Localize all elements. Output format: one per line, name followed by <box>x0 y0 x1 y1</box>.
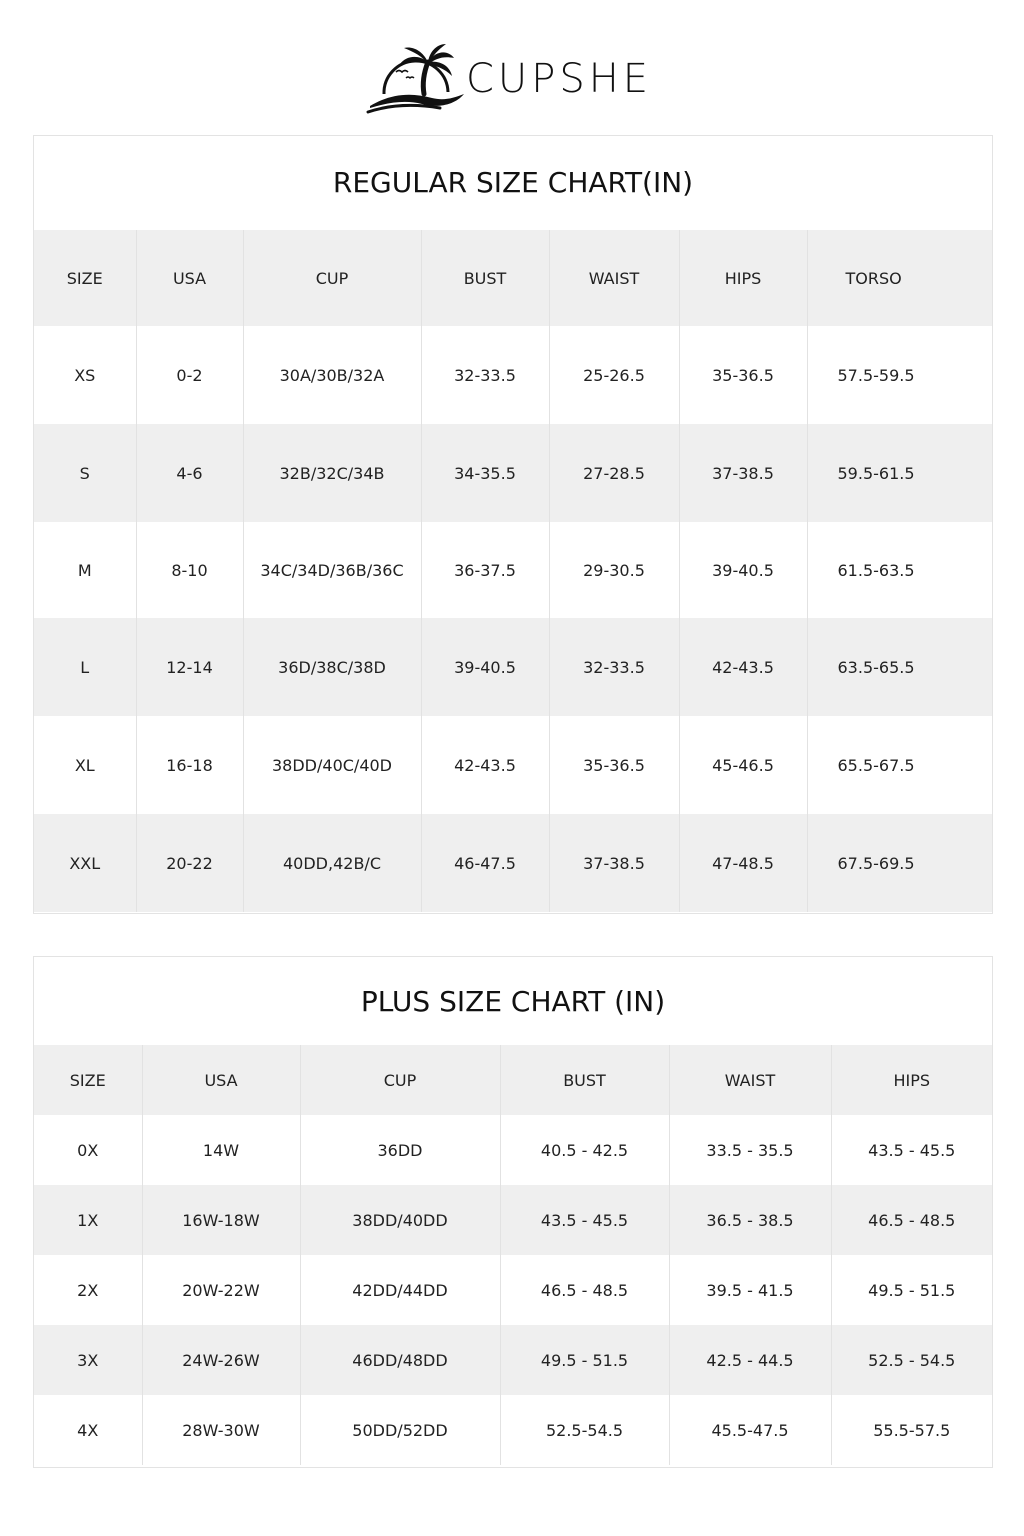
header-cup: CUP <box>300 1045 500 1115</box>
cell-hips: 49.5 - 51.5 <box>868 1280 956 1300</box>
cell-usa: 12-14 <box>136 618 243 716</box>
table-row <box>34 814 992 912</box>
plus-header-row <box>34 1045 992 1115</box>
cell-bust: 43.5 - 45.5 <box>500 1185 669 1255</box>
cell-bust: 36-37.5 <box>421 522 549 618</box>
header-size: SIZE <box>34 230 136 326</box>
cell-cup: 32B/32C/34B <box>243 424 421 522</box>
cell-hips: 55.5-57.5 <box>873 1420 951 1440</box>
header-waist: WAIST <box>669 1045 831 1115</box>
regular-size-table <box>34 230 992 912</box>
cell-hips: 37-38.5 <box>679 424 807 522</box>
cell-size: 2X <box>34 1255 142 1325</box>
cell-waist: 36.5 - 38.5 <box>669 1185 831 1255</box>
header-hips: HIPS <box>893 1070 931 1090</box>
cell-torso: 59.5-61.5 <box>837 463 915 483</box>
plus-size-table <box>34 1045 992 1465</box>
cell-hips: 45-46.5 <box>679 716 807 814</box>
header-waist: WAIST <box>549 230 679 326</box>
header-cup: CUP <box>243 230 421 326</box>
plus-chart-title: PLUS SIZE CHART (IN) <box>360 985 666 1018</box>
cell-cup: 34C/34D/36B/36C <box>243 522 421 618</box>
cell-size: M <box>34 522 136 618</box>
cell-bust: 34-35.5 <box>421 424 549 522</box>
cell-bust: 49.5 - 51.5 <box>500 1325 669 1395</box>
cell-waist: 27-28.5 <box>549 424 679 522</box>
cell-usa: 8-10 <box>136 522 243 618</box>
cell-bust: 40.5 - 42.5 <box>500 1115 669 1185</box>
cell-waist: 33.5 - 35.5 <box>669 1115 831 1185</box>
cell-cup: 38DD/40DD <box>300 1185 500 1255</box>
table-row <box>34 716 992 814</box>
cell-hips: 35-36.5 <box>679 326 807 424</box>
palm-tree-logo-icon <box>366 42 466 114</box>
cell-usa: 16-18 <box>136 716 243 814</box>
cell-cup: 50DD/52DD <box>300 1395 500 1465</box>
cell-torso: 65.5-67.5 <box>837 755 915 775</box>
header-torso: TORSO <box>845 268 902 288</box>
cell-size: S <box>34 424 136 522</box>
cell-hips: 46.5 - 48.5 <box>868 1210 956 1230</box>
cell-hips: 52.5 - 54.5 <box>868 1350 956 1370</box>
cell-waist: 45.5-47.5 <box>669 1395 831 1465</box>
cell-bust: 46.5 - 48.5 <box>500 1255 669 1325</box>
cell-usa: 14W <box>142 1115 300 1185</box>
cell-bust: 46-47.5 <box>421 814 549 912</box>
cell-size: 0X <box>34 1115 142 1185</box>
cell-hips: 47-48.5 <box>679 814 807 912</box>
cell-bust: 42-43.5 <box>421 716 549 814</box>
cell-size: 4X <box>34 1395 142 1465</box>
header-hips: HIPS <box>679 230 807 326</box>
cell-usa: 16W-18W <box>142 1185 300 1255</box>
cell-usa: 20-22 <box>136 814 243 912</box>
header-bust: BUST <box>500 1045 669 1115</box>
table-row <box>34 424 992 522</box>
cell-waist: 42.5 - 44.5 <box>669 1325 831 1395</box>
cell-usa: 28W-30W <box>142 1395 300 1465</box>
cell-cup: 38DD/40C/40D <box>243 716 421 814</box>
cell-size: L <box>34 618 136 716</box>
cell-size: XS <box>34 326 136 424</box>
cell-waist: 32-33.5 <box>549 618 679 716</box>
cell-cup: 46DD/48DD <box>300 1325 500 1395</box>
brand-name: CUPSHE <box>466 56 653 102</box>
cell-bust: 52.5-54.5 <box>500 1395 669 1465</box>
cell-torso: 61.5-63.5 <box>837 560 915 580</box>
cell-waist: 35-36.5 <box>549 716 679 814</box>
cell-usa: 20W-22W <box>142 1255 300 1325</box>
cell-torso: 67.5-69.5 <box>837 853 915 873</box>
header-bust: BUST <box>421 230 549 326</box>
table-row <box>34 1115 992 1185</box>
cell-bust: 32-33.5 <box>421 326 549 424</box>
header-usa: USA <box>136 230 243 326</box>
cell-hips: 42-43.5 <box>679 618 807 716</box>
cell-hips: 39-40.5 <box>679 522 807 618</box>
cell-size: XXL <box>34 814 136 912</box>
cell-torso: 57.5-59.5 <box>837 365 915 385</box>
cell-cup: 40DD,42B/C <box>243 814 421 912</box>
cell-size: 1X <box>34 1185 142 1255</box>
table-row <box>34 326 992 424</box>
header-size: SIZE <box>34 1045 142 1115</box>
cell-size: XL <box>34 716 136 814</box>
cell-size: 3X <box>34 1325 142 1395</box>
cell-waist: 25-26.5 <box>549 326 679 424</box>
cell-usa: 24W-26W <box>142 1325 300 1395</box>
table-row <box>34 1395 992 1465</box>
cell-bust: 39-40.5 <box>421 618 549 716</box>
cell-usa: 0-2 <box>136 326 243 424</box>
brand-header <box>0 40 1024 120</box>
table-row <box>34 1185 992 1255</box>
cell-waist: 29-30.5 <box>549 522 679 618</box>
plus-size-chart <box>33 956 993 1468</box>
cell-torso: 63.5-65.5 <box>837 657 915 677</box>
cell-cup: 36DD <box>300 1115 500 1185</box>
cell-cup: 30A/30B/32A <box>243 326 421 424</box>
cell-hips: 43.5 - 45.5 <box>868 1140 956 1160</box>
regular-chart-title: REGULAR SIZE CHART(IN) <box>332 166 694 199</box>
regular-size-chart <box>33 135 993 914</box>
regular-header-row <box>34 230 992 326</box>
cell-cup: 42DD/44DD <box>300 1255 500 1325</box>
cell-waist: 37-38.5 <box>549 814 679 912</box>
table-row <box>34 1325 992 1395</box>
table-row <box>34 618 992 716</box>
table-row <box>34 1255 992 1325</box>
header-usa: USA <box>142 1045 300 1115</box>
cell-waist: 39.5 - 41.5 <box>669 1255 831 1325</box>
table-row <box>34 522 992 618</box>
cell-usa: 4-6 <box>136 424 243 522</box>
cell-cup: 36D/38C/38D <box>243 618 421 716</box>
